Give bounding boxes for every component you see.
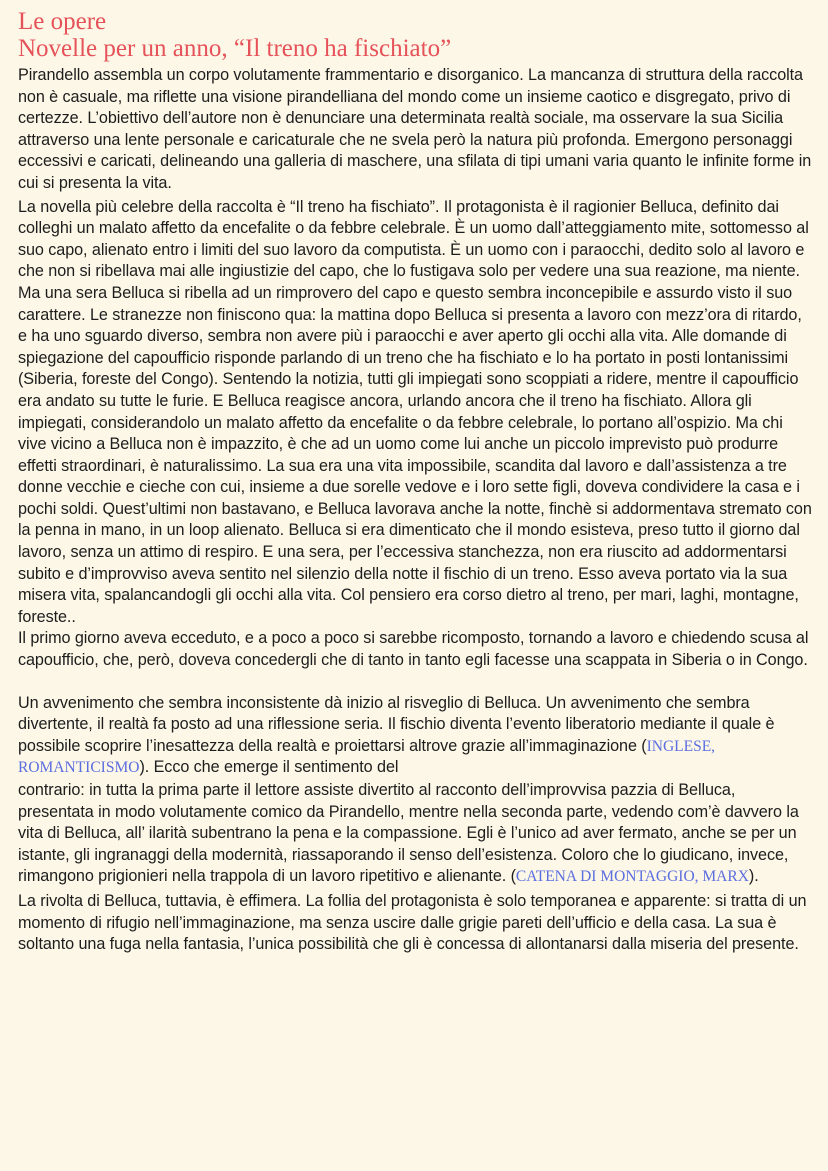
paragraph-conclusion-plot: Il primo giorno aveva ecceduto, e a poco a poco si sarebbe ricomposto, tornando a lavoro e chiedendo scusa al capoufficio, che, però, doveva concedergli che di tanto in tanto egli facesse una scappata in Siberia o in Congo. xyxy=(18,629,809,670)
paragraph-analysis xyxy=(18,693,814,779)
analysis-text: Un avvenimento che sembra inconsistente dà inizio al risveglio di Belluca. Un avvenimento che sembra divertente, il realtà fa posto ad una riflessione seria. Il fischio diventa l’evento liberatorio mediante il quale è possibile scoprire l’inesattezza della realtà e proiettarsi altrove grazie all’immaginazione ( xyxy=(18,693,775,755)
contrary-text: contrario: in tutta la prima parte il lettore assiste divertito al racconto dell’improvvisa pazzia di Belluca, presentata in modo volutamente comico da Pirandello, mentre nella seconda parte, vedendo com’è davvero la vita di Belluca, all’ ilarità subentrano la pena e la compassione. Egli è l’unico ad aver fermato, anche se per un istante, gli ingranaggi della modernità, riassaporando il senso dell’esistenza. Coloro che lo giudicano, invece, rimangono prigionieri nella trappola di un lavoro ripetitivo e alienante. ( xyxy=(18,781,799,886)
paragraph-revolt: La rivolta di Belluca, tuttavia, è effimera. La follia del protagonista è solo temporanea e apparente: si tratta di un momento di rifugio nell’immaginazione, ma senza uscire dalle grigie pareti dell’ufficio e della casa. La sua è soltanto una fuga nella fantasia, l’unica possibilità che gli è concessa di allontanarsi dalla miseria del presente. xyxy=(18,891,807,954)
analysis-text-end: ). Ecco che emerge il sentimento del xyxy=(139,758,399,777)
section-title: Le opere xyxy=(18,8,107,35)
reference-marx: CATENA DI MONTAGGIO, MARX xyxy=(515,868,749,886)
paragraph-spacer xyxy=(18,672,814,693)
paragraph-plot: La novella più celebre della raccolta è “Il treno ha fischiato”. Il protagonista è il ragionier Belluca, definito dai colleghi un malato affetto da encefalite o da febbre celebrale. È un uomo dall’atteggiamento mite, sottomesso al suo capo, alienato entro i limiti del suo lavoro da computista. È un uomo con i paraocchi, dedito solo al lavoro e che non si ribellava mai alle ingiustizie del capo, che lo fustigava solo per vedere una sua reazione, ma niente. Ma una sera Belluca si ribella ad un rimprovero del capo e questo sembra inconcepibile e assurdo visto il suo carattere. Le stranezze non finiscono qua: la mattina dopo Belluca si presenta a lavoro con mezz’ora di ritardo, e ha uno sguardo diverso, sembra non avere più i paraocchi e aver aperto gli occhi alla vita. Alle domande di spiegazione del capoufficio risponde parlando di un treno che ha fischiato e lo ha portato in posti lontanissimi (Siberia, foreste del Congo). Sentendo la notizia, tutti gli impiegati sono scoppiati a ridere, mentre il capoufficio era andato su tutte le furie. E Belluca reagisce ancora, urlando ancora che il treno ha fischiato. Allora gli impiegati, considerandolo un malato affetto da encefalite o da febbre celebrale, lo portano all’ospizio. Ma chi vive vicino a Belluca non è impazzito, è che ad un uomo come lui anche un piccolo imprevisto può produrre effetti straordinari, è naturalissimo. La sua era una vita impossibile, scandita dal lavoro e dall’assistenza a tre donne vecchie e cieche con cui, insieme a due sorelle vedove e i loro sette figli, doveva condividere la casa e i pochi soldi. Quest’ultimi non bastavano, e Belluca lavorava anche la notte, finchè si addormentava stremato con la penna in mano, in un loop alienato. Belluca si era dimenticato che il mondo esisteva, preso tutto il giorno dal lavoro, senza un attimo di respiro. E una sera, per l’eccessiva stanchezza, non era riuscito ad addormentarsi subito e d’improvviso aveva sentito nel silenzio della notte il fischio di un treno. Esso aveva portato via la sua misera vita, spalancandogli gli occhi alla vita. Col pensiero era corso dietro al treno, per mari, laghi, montagne, foreste.. xyxy=(18,197,812,626)
section-subtitle: Novelle per un anno, “Il treno ha fischiato” xyxy=(18,35,452,62)
document-page xyxy=(18,8,814,956)
reference-romanticism: INGLESE, ROMANTICISMO xyxy=(18,737,716,777)
contrary-text-end: ). xyxy=(748,867,759,886)
paragraph-contrary xyxy=(18,780,814,888)
paragraph-intro: Pirandello assembla un corpo volutamente frammentario e disorganico. La mancanza di struttura della raccolta non è casuale, ma riflette una visione pirandelliana del mondo come un insieme caotico e disgregato, privo di certezze. L’obiettivo dell’autore non è denunciare una determinata realtà sociale, ma osservare la sua Sicilia attraverso una lente personale e caricaturale che ne svela però la natura più profonda. Emergono personaggi eccessivi e caricati, delineando una galleria di maschere, una sfilata di tipi umani varia quanto le infinite forme in cui si presenta la vita. xyxy=(18,66,812,192)
